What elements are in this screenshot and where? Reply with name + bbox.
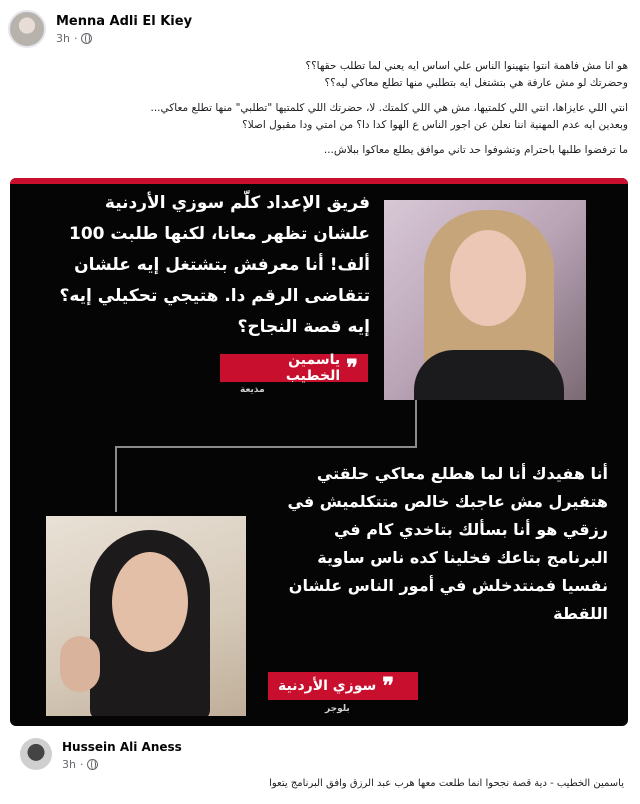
post-line: وحضرتك لو مش عارفة هي بتشتغل ايه بتطلبي منها تطلع معاكي ليه؟؟: [324, 77, 628, 89]
quote-mark-icon: ❞: [382, 673, 395, 699]
photo-yasmin: [384, 200, 586, 400]
globe-icon[interactable]: [81, 33, 92, 44]
speaker-name: سوزي الأردنية: [278, 678, 377, 694]
post-header: [8, 10, 308, 50]
post-line: انتي اللي عايزاها، انتي اللي كلمتيها، مش هي اللي كلمتك. لا، حضرتك اللي كلمتيها "تطلبي" منها تطلع معاكي...: [150, 102, 628, 114]
quote-suzy: أنا هفيدك أنا لما هطلع معاكي حلقتي هتفيرل مش عاجبك خالص متتكلميش في رزقي هو أنا بسألك بتاخدي كام في البرنامج بتاعك فخلينا كده ناس ساوية نفسيا فمنتدخلش في أمور الناس علشان اللقطة: [287, 464, 608, 623]
post-text: [28, 58, 628, 159]
meta-separator: ·: [79, 758, 84, 771]
comment-meta: [62, 758, 98, 771]
connector-line: [115, 446, 417, 448]
photo-body: [414, 350, 564, 400]
speaker-tag-yasmin: [220, 354, 368, 382]
post-line: وبعدين ايه عدم المهنية اننا نعلن عن اجور الناس ع الهوا كدا دا؟ من امتي ودا مقبول اصلا؟: [242, 119, 628, 131]
meta-separator: ·: [73, 32, 78, 45]
photo-face: [112, 552, 188, 652]
post-author-name[interactable]: Menna Adli El Kiey: [56, 14, 193, 29]
post-line: ما ترفضوا طلبها باحترام وتشوفوا حد تاني موافق يطلع معاكوا ببلاش...: [323, 144, 628, 156]
photo-face: [450, 230, 526, 326]
speaker-tag-suzy: [268, 672, 418, 700]
post-time[interactable]: 3h: [56, 32, 70, 45]
comment: [20, 734, 630, 804]
connector-line: [415, 400, 417, 448]
speaker-role: مذيعة: [240, 385, 265, 395]
post-line: هو انا مش فاهمة انتوا بتهينوا الناس علي اساس ايه يعني لما تطلب حقها؟؟: [305, 60, 628, 72]
post-meta: [56, 32, 92, 45]
quote-mark-icon: ❞: [346, 355, 358, 381]
card-top-accent: [10, 178, 628, 184]
author-avatar[interactable]: [8, 10, 46, 48]
speaker-role: بلوجر: [325, 704, 350, 714]
speaker-name: ياسمين الخطيب: [285, 352, 341, 384]
post-image-card[interactable]: [10, 178, 628, 726]
comment-time[interactable]: 3h: [62, 758, 76, 771]
connector-line: [115, 446, 117, 512]
quote-yasmin: فريق الإعداد كلّم سوزي الأردنية علشان تظهر معانا، لكنها طلبت 100 ألف! أنا معرفش بتشتغل إيه علشان تتقاضى الرقم دا. هتيجي تحكيلي إيه؟ إيه قصة النجاح؟: [59, 193, 370, 337]
globe-icon[interactable]: [87, 759, 98, 770]
photo-hand: [60, 636, 100, 692]
comment-text: ياسمين الخطيب - دية قصة نجحوا انما طلعت معها هرب عبد الرزق وافق البرنامج يتعوا: [269, 778, 624, 789]
photo-suzy: [46, 516, 246, 716]
commenter-name[interactable]: Hussein Ali Aness: [62, 740, 182, 754]
commenter-avatar[interactable]: [20, 738, 52, 770]
